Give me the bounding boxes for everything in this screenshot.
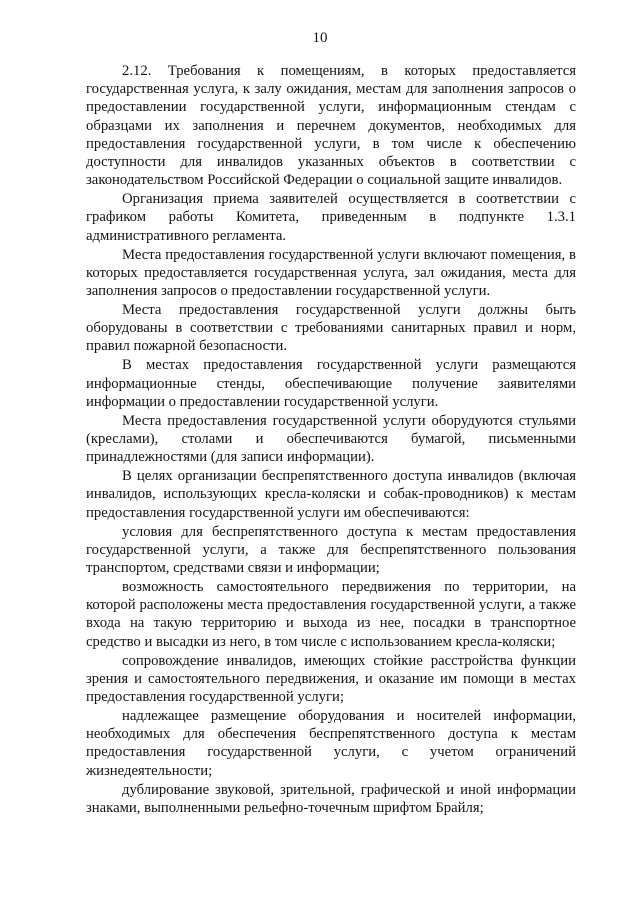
paragraph-information-stands: В местах предоставления государственной услуги размещаются информационные стенды, обеспечивающие получение заявителями информации о предоставлении государственной услуги. [86,357,576,410]
list-item-independent-movement: возможность самостоятельного передвижения по территории, на которой расположены места предоставления государственной услуги, а также входа на такую территорию и выхода из нее, посадки в транспортное средство и высадки из него, в том числе с использованием кресла-коляски; [86,579,576,650]
paragraph-2-12-premises-requirements: 2.12. Требования к помещениям, в которых предоставляется государственная услуга, к залу ожидания, местам для заполнения запросов о предоставлении государственной услуги, информационным стендам с образцами их заполнения и перечнем документов, необходимых для предоставления государственной услуги, в том числе к обеспечению доступности для инвалидов указанных объектов в соответствии с законодательством Российской Федерации о социальной защите инвалидов. [86,63,576,189]
paragraph-sanitary-fire-rules: Места предоставления государственной услуги должны быть оборудованы в соответствии с требованиями санитарных правил и норм, правил пожарной безопасности. [86,302,576,355]
list-item-equipment-placement: надлежащее размещение оборудования и носителей информации, необходимых для обеспечения беспрепятственного доступа к местам предоставления государственной услуги, с учетом ограничений жизнедеятельности; [86,708,576,779]
paragraph-reception-schedule: Организация приема заявителей осуществляется в соответствии с графиком работы Комитета, приведенным в подпункте 1.3.1 административного регламента. [86,191,576,244]
document-body [86,62,576,817]
list-item-escort-assistance: сопровождение инвалидов, имеющих стойкие расстройства функции зрения и самостоятельного передвижения, и оказание им помощи в местах предоставления государственной услуги; [86,652,576,706]
paragraph-accessibility-intro: В целях организации беспрепятственного доступа инвалидов (включая инвалидов, использующих кресла-коляски и собак-проводников) к местам предоставления государственной услуги им обеспечиваются: [86,468,576,521]
paragraph-service-places: Места предоставления государственной услуги включают помещения, в которых предоставляется государственная услуга, зал ожидания, места для заполнения запросов о предоставлении государственной услуги. [86,246,576,300]
page-number: 10 [312,30,328,46]
paragraph-furniture-supplies: Места предоставления государственной услуги оборудуются стульями (креслами), столами и обеспечиваются бумагой, письменными принадлежностями (для записи информации). [86,412,576,466]
list-item-braille-duplication: дублирование звуковой, зрительной, графической и иной информации знаками, выполненными рельефно-точечным шрифтом Брайля; [86,781,576,816]
list-item-barrier-free-access: условия для беспрепятственного доступа к местам предоставления государственной услуги, а также для беспрепятственного пользования транспортом, средствами связи и информации; [86,523,576,577]
